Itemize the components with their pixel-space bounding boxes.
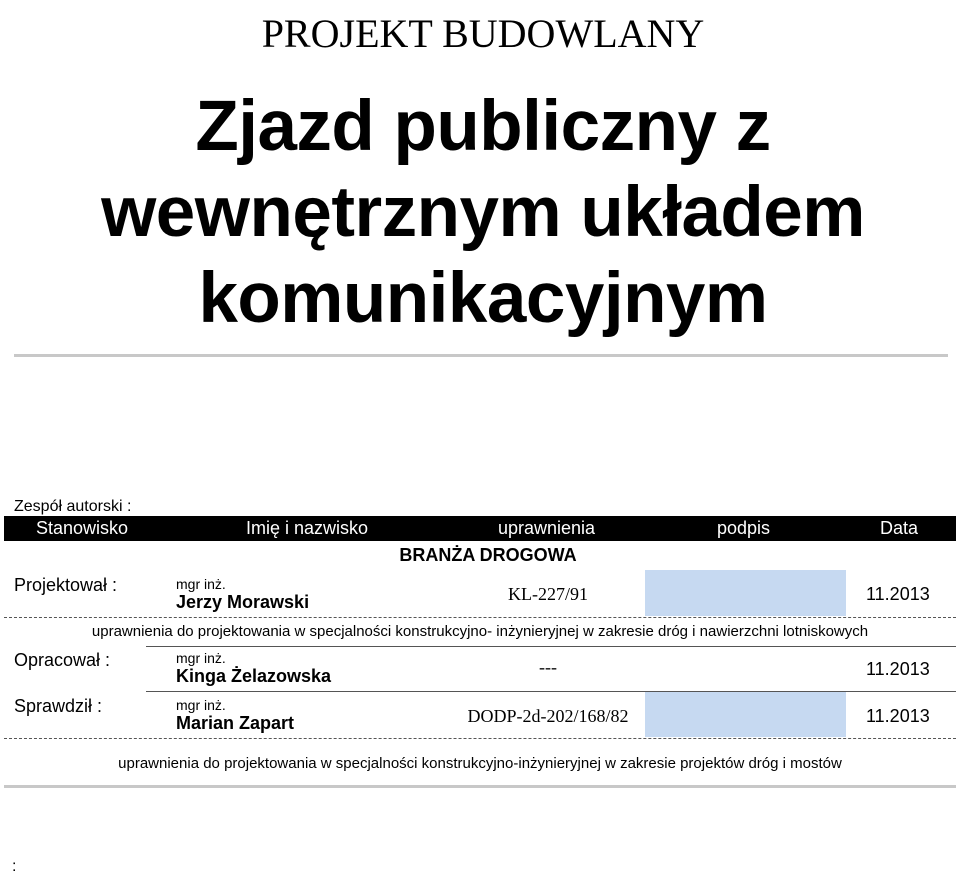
- person-name: Jerzy Morawski: [176, 592, 310, 612]
- title-divider: [14, 354, 948, 357]
- role-label: Sprawdził :: [14, 696, 103, 716]
- date-value: 11.2013: [866, 659, 930, 679]
- column-header-name: Imię i nazwisko: [246, 518, 369, 538]
- person-name: Kinga Żelazowska: [176, 666, 332, 686]
- license-number: DODP-2d-202/168/82: [467, 706, 629, 726]
- role-label: Projektował :: [14, 575, 118, 595]
- title-line-1: Zjazd publiczny z: [195, 87, 771, 166]
- degree-prefix: mgr inż.: [176, 697, 226, 713]
- table-bottom-rule: [4, 785, 956, 788]
- license-note: uprawnienia do projektowania w specjalności konstrukcyjno- inżynieryjnej w zakresie dróg i nawierzchni lotniskowych: [91, 623, 869, 640]
- license-note: uprawnienia do projektowania w specjalności konstrukcyjno-inżynieryjnej w zakresie projektów dróg i mostów: [118, 755, 842, 772]
- document-title: [0, 84, 960, 342]
- column-header-license: uprawnienia: [498, 518, 596, 538]
- row-separator: [146, 646, 956, 647]
- degree-prefix: mgr inż.: [176, 576, 226, 592]
- license-number: KL-227/91: [508, 584, 588, 604]
- person-name: Marian Zapart: [176, 713, 295, 733]
- date-value: 11.2013: [866, 584, 930, 604]
- document-heading: PROJEKT BUDOWLANY: [261, 11, 705, 56]
- signature-field: [645, 692, 846, 737]
- footer-colon: :: [12, 858, 17, 875]
- signature-field: [645, 570, 846, 616]
- row-separator: [4, 738, 956, 739]
- column-header-signature: podpis: [717, 518, 771, 538]
- team-label: Zespół autorski :: [14, 498, 132, 515]
- branch-title: BRANŻA DROGOWA: [399, 545, 577, 565]
- title-line-3: komunikacyjnym: [198, 259, 768, 338]
- column-header-date: Data: [880, 518, 919, 538]
- degree-prefix: mgr inż.: [176, 650, 226, 666]
- license-number: ---: [539, 657, 557, 677]
- role-label: Opracował :: [14, 650, 111, 670]
- row-separator: [4, 617, 956, 618]
- title-line-2: wewnętrznym układem: [101, 173, 865, 252]
- column-header-position: Stanowisko: [36, 518, 129, 538]
- table-header: [4, 516, 956, 541]
- date-value: 11.2013: [866, 706, 930, 726]
